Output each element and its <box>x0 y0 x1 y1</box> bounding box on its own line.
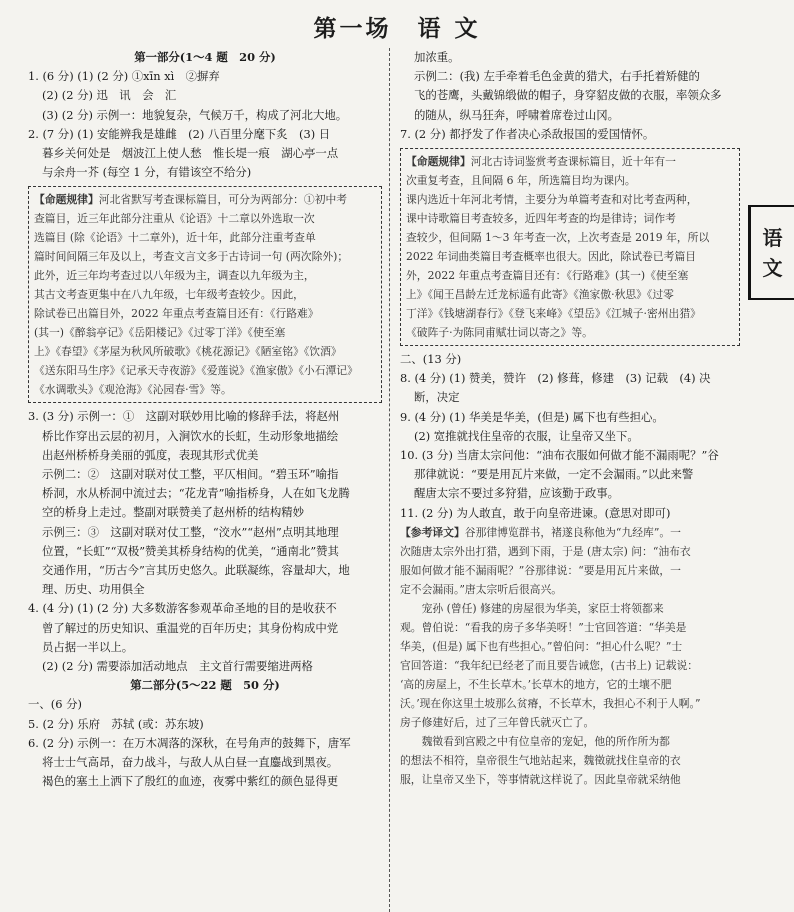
column-divider <box>389 48 390 912</box>
reference-line: 次随唐太宗外出打猎，遇到下雨，于是 (唐太宗) 问：“油布衣 <box>400 544 691 558</box>
q1-line: 1. (6 分) (1) (2 分) ①xīn xì ②摒弃 <box>28 69 220 84</box>
side-tab-char: 文 <box>762 255 783 280</box>
reference-line: ‘高的房屋上，不生长草木。’长草木的地方，它的土壤不肥 <box>400 677 672 691</box>
reference-translation <box>400 523 740 789</box>
right-column <box>400 48 740 789</box>
reference-line: 定不会漏雨。”唐太宗听后很高兴。 <box>400 582 563 596</box>
rule-box-line: 2022 年词曲类篇目考查概率也很大。因此，除试卷已考篇目 <box>406 250 697 264</box>
q1-line: (3) (2 分) 示例一：地貌复杂，气候万千，构成了河北大地。 <box>42 107 348 122</box>
q3-line: 3. (3 分) 示例一：① 这副对联妙用比喻的修辞手法，将赵州 <box>28 409 340 424</box>
rule-box-line: 除试卷已出篇目外，2022 年重点考查篇目还有：《行路难》 <box>34 307 319 321</box>
q6-example2-line: 的随从，纵马狂奔，呼啸着席卷过山冈。 <box>414 107 620 122</box>
rule-box-line: 次重复考查，且间隔 6 年，所选篇目均为课内。 <box>406 174 636 188</box>
q3-line: 位置，“长虹”“双极”赞美其桥身结构的优美，“通南北”赞其 <box>42 543 339 558</box>
q6-example2-line: 飞的苍鹰，头戴锦缎做的帽子，身穿貂皮做的衣服，率领众多 <box>414 88 722 103</box>
subject-side-tab <box>748 205 794 300</box>
reference-line: 服，让皇帝又坐下，等事情就这样说了。因此皇帝就采纳他 <box>400 772 681 786</box>
reference-line: 观。曾伯说：“看我的房子多华美呀！”士官回答道：“华美是 <box>400 620 687 634</box>
q10-line: 醒唐太宗不要过多狩猎，应该勤于政事。 <box>414 486 620 501</box>
rule-box-line: (其一)《醉翁亭记》《岳阳楼记》《过零丁洋》《使至塞 <box>34 326 286 340</box>
q3-line: 理、历史、功用俱全 <box>42 582 145 597</box>
rule-box-line: 上》《闻王昌龄左迁龙标遥有此寄》《渔家傲·秋思》《过零 <box>406 288 674 302</box>
rule-box-line: 查较少，但间隔 1～3 年考查一次，上次考查是 2019 年，所以 <box>406 231 710 245</box>
rule-box-line: 选篇目 (除《论语》十二章外)，近十年，此部分注重考查单 <box>34 231 316 245</box>
q6-line: 6. (2 分) 示例一：在万木凋落的深秋，在号角声的鼓舞下，唐军 <box>28 735 351 750</box>
q8-line: 断，决定 <box>414 390 460 405</box>
q6-line: 褐色的塞土上洒下了殷红的血迹，夜雾中紫红的颜色显得更 <box>42 774 339 789</box>
q6-line: 将士士气高昂，奋力战斗，与敌人从白昼一直鏖战到黑夜。 <box>42 755 339 770</box>
q3-line: 桥比作穿出云层的初月，入涧饮水的长虹，生动形象地描绘 <box>42 428 339 443</box>
q2-line: 2. (7 分) (1) 安能辨我是雄雌 (2) 八百里分麾下炙 (3) 日 <box>28 126 331 141</box>
q4-line: (2) (2 分) 需要添加活动地点 主文首行需要缩进两格 <box>42 659 313 674</box>
q3-line: 空的桥身上走过。整副对联赞美了赵州桥的结构精妙 <box>42 505 304 520</box>
q10-line: 那律就说：“要是用瓦片来做，一定不会漏雨。”以此来警 <box>414 467 694 482</box>
part1-heading: 第一部分(1～4 题 20 分) <box>134 50 276 64</box>
q2-line: 暮乡关何处是 烟波江上使人愁 惟长堤一痕 湖心亭一点 <box>42 146 339 161</box>
rule-box-line: 课内选近十年河北考情，主要分为单篇考查和对比考查两种， <box>406 193 698 207</box>
reference-line: 华美，(但是) 属下也有些担心。”曾伯问：“担心什么呢？”士 <box>400 639 683 653</box>
rule-box-line: 查篇目，近三年此部分注重从《论语》十二章以外选取一次 <box>34 212 315 226</box>
rule-box-line: 河北省默写考查课标篇目，可分为两部分：①初中考 <box>98 193 348 207</box>
page-title: 第一场 语 文 <box>313 15 481 42</box>
reference-line: 魏徵看到宫殿之中有位皇帝的宠妃，他的所作所为都 <box>400 734 670 748</box>
rule-box-line: 此外，近三年均考查过以八年级为主，调查以九年级为主， <box>34 269 315 283</box>
rule-box-line: 上》《春望》《茅屋为秋风所破歌》《桃花源记》《陋室铭》《饮酒》 <box>34 345 342 359</box>
q4-line: 员占据一半以上。 <box>42 639 134 654</box>
q10-line: 10. (3 分) 当唐太宗问他：“油布衣服如何做才能不漏雨呢？”谷 <box>400 448 719 463</box>
q2-line: 与余舟一芥 (每空 1 分，有错该空不给分) <box>42 165 252 180</box>
rule-box-line: 《水调歌头》《观沧海》《沁园春·雪》等。 <box>34 383 232 397</box>
q3-line: 交通作用，“历古今”言其历史悠久。此联凝练，容量却大，地 <box>42 563 350 578</box>
rule-box-line: 课中诗歌篇目考查较多，近四年考查的均是律诗；词作考 <box>406 212 676 226</box>
rule-box-line: 《送东阳马生序》《记承天寺夜游》《爱莲说》《渔家傲》《小石潭记》 <box>34 364 358 378</box>
reference-line: 沃。’现在你这里土坡那么贫瘠，不长草木，我担心不利于人啊。” <box>400 696 701 710</box>
rule-box-line: 丁洋》《钱塘湖春行》《登飞来峰》《望岳》《江城子·密州出猎》 <box>406 307 701 321</box>
q8-line: 8. (4 分) (1) 赞美，赞许 (2) 修葺，修建 (3) 记载 (4) 决 <box>400 371 711 386</box>
rule-box-tag: 【命题规律】 <box>34 193 99 207</box>
rule-box-line: 外，2022 年重点考查篇目还有：《行路难》(其一)《使至塞 <box>406 269 689 283</box>
section-two-heading: 二、(13 分) <box>400 352 462 367</box>
rule-box-1 <box>28 186 382 403</box>
rule-box-line: 其古文考查更集中在八九年级，七年级考查较少。因此， <box>34 288 304 302</box>
reference-line: 房子修建好后，过了三年曾氏就灭亡了。 <box>400 715 595 729</box>
q3-line: 出赵州桥桥身美丽的弧度，表现其形式优美 <box>42 447 259 462</box>
reference-line: 服如何做才能不漏雨呢？”谷那律说：“要是用瓦片来做，一 <box>400 563 681 577</box>
rule-box-line: 篇时间间隔三年及以上，考查文言文多于古诗词一句 (两次除外)； <box>34 250 349 264</box>
q3-line: 示例二：② 这副对联对仗工整，平仄相间。“碧玉环”喻指 <box>42 467 339 482</box>
part2-heading: 第二部分(5～22 题 50 分) <box>130 678 280 693</box>
q7-line: 7. (2 分) 都抒发了作者决心杀敌报国的爱国情怀。 <box>400 126 655 141</box>
q3-line: 示例三：③ 这副对联对仗工整，“洨水”“赵州”点明其地理 <box>42 524 339 539</box>
q1-line: (2) (2 分) 迅 讯 会 汇 <box>42 88 177 103</box>
side-tab-char: 语 <box>762 225 783 250</box>
reference-tag: 【参考译文】 <box>400 525 465 539</box>
reference-line: 官回答道：“我年纪已经老了而且要告诫您，(古书上) 记载说： <box>400 658 699 672</box>
reference-line: 宠孙 (曾任) 修建的房屋很为华美，家臣士将领都来 <box>400 601 664 615</box>
rule-box-line: 河北古诗词鉴赏考查课标篇目，近十年有一 <box>470 155 676 169</box>
q11-line: 11. (2 分) 为人敢直，敢于向皇帝进谏。(意思对即可) <box>400 505 671 520</box>
section-one-heading: 一、(6 分) <box>28 697 82 712</box>
q5-line: 5. (2 分) 乐府 苏轼 (或：苏东坡) <box>28 716 204 731</box>
q6-example2-line: 示例二：(我) 左手牵着毛色金黄的猎犬，右手托着矫健的 <box>414 69 700 84</box>
q4-line: 4. (4 分) (1) (2 分) 大多数游客参观革命圣地的目的是收获不 <box>28 601 337 616</box>
rule-box-tag: 【命题规律】 <box>406 155 471 169</box>
reference-line: 谷那律博览群书，褚遂良称他为“九经库”。一 <box>464 525 681 539</box>
q9-line: (2) 宽推就找住皇帝的衣服，让皇帝又坐下。 <box>414 428 639 443</box>
left-column <box>28 48 382 791</box>
q9-line: 9. (4 分) (1) 华美是华美，(但是) 属下也有些担心。 <box>400 409 664 424</box>
q6-continued: 加浓重。 <box>414 50 460 64</box>
rule-box-line: 《破阵子·为陈同甫赋壮词以寄之》等。 <box>406 326 593 340</box>
reference-line: 的想法不相符，皇帝很生气地站起来，魏徵就找住皇帝的衣 <box>400 753 681 767</box>
rule-box-2 <box>400 148 740 346</box>
q4-line: 曾了解过的历史知识、重温党的百年历史；其身份构成中党 <box>42 620 339 635</box>
q3-line: 桥洞，水从桥洞中流过去；“花龙青”喻指桥身，人在如飞龙腾 <box>42 486 350 501</box>
